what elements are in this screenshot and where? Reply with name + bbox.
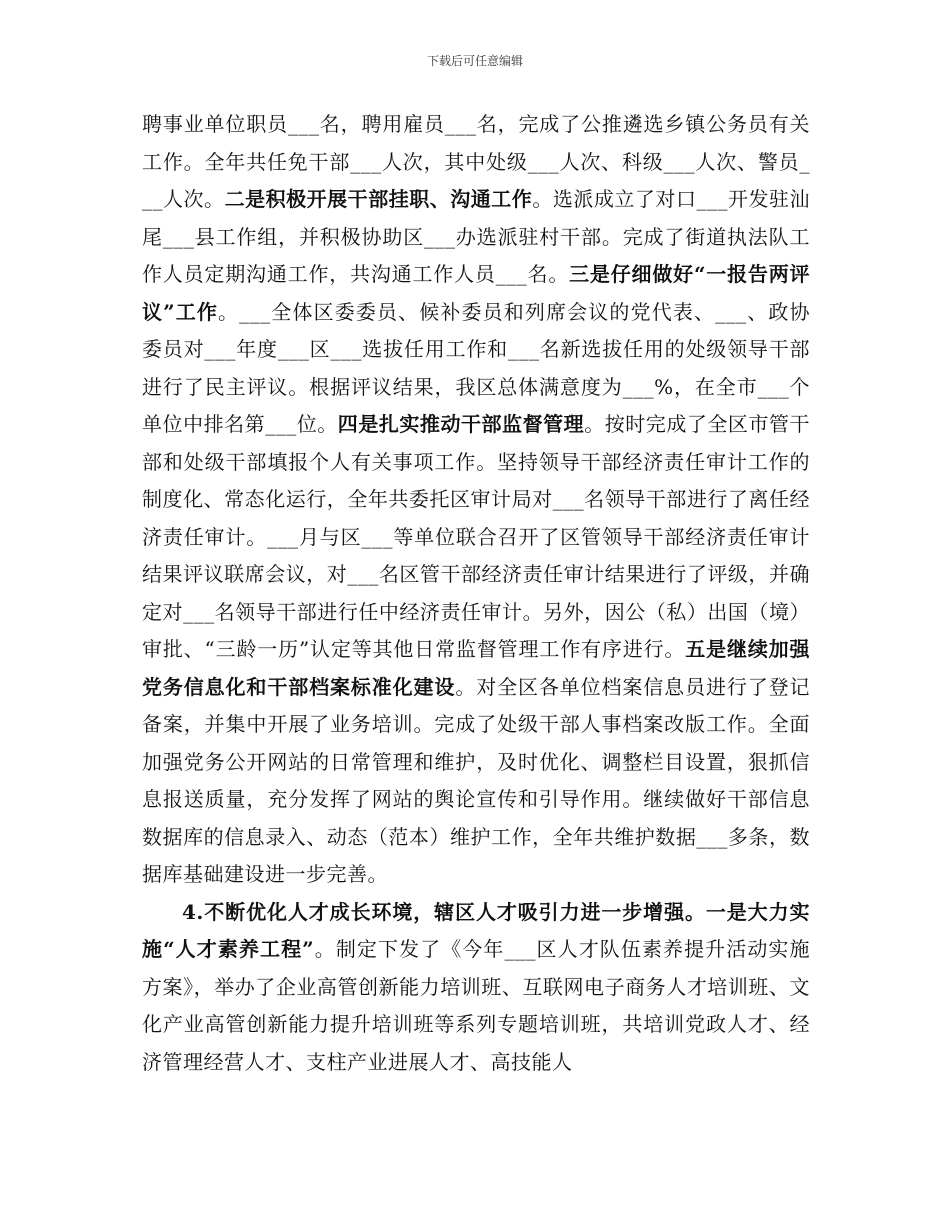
paragraph-cadre-work [142,106,810,894]
paragraph-text: 。___全体区委委员、候补委员和列席会议的党代表、___、政协委员对___年度___区___选拔任用工作和___名新选拔任用的处级领导干部进行了民主评议。根据评议结果，我区总体满意度为___%，在全市___个单位中排名第___位。 [142,299,810,436]
page-header: 下载后可任意编辑 [426,54,523,68]
bold-heading-supervision: 四是扎实推动干部监督管理 [337,412,585,436]
paragraph-text: 。按时完成了全区市管干部和处级干部填报个人有关事项工作。坚持领导干部经济责任审计工作的制度化、常态化运行，全年共委托区审计局对___名领导干部进行了离任经济责任审计。___月与区___等单位联合召开了区管领导干部经济责任审计结果评议联席会议，对___名区管干部经济责任审计结果进行了评级，并确定对___名领导干部进行任中经济责任审计。另外，因公（私）出国（境）审批、“三龄一历”认定等其他日常监督管理工作有序进行。 [142,412,811,661]
paragraph-text: 。选派成立了对口___开发驻汕尾___县工作组，并积极协助区___办选派驻村干部。完成了街道执法队工作人员定期沟通工作，共沟通工作人员___名。 [142,187,811,286]
paragraph-text: 。对全区各单位档案信息员进行了登记备案，并集中开展了业务培训。完成了处级干部人事档案改版工作。全面加强党务公开网站的日常管理和维护，及时优化、调整栏目设置，狠抓信息报送质量，充分发挥了网站的舆论宣传和引导作用。继续做好干部信息数据库的信息录入、动态（范本）维护工作，全年共维护数据___多条，数据库基础建设进一步完善。 [142,674,811,886]
bold-heading-talent: 4.不断优化人才成长环境，辖区人才吸引力进一步增强。一是大力实施“人才素养工程” [142,899,810,961]
bold-heading-informatization: 五是继续加强党务信息化和干部档案标准化建设 [142,637,811,699]
paragraph-text: 聘事业单位职员___名，聘用雇员___名，完成了公推遴选乡镇公务员有关工作。全年共任免干部___人次，其中处级___人次、科级___人次、警员___人次。 [142,112,810,211]
paragraph-talent [142,894,810,1082]
bold-heading-secondment: 二是积极开展干部挂职、沟通工作 [224,187,533,211]
paragraph-text: 。制定下发了《今年___区人才队伍素养提升活动实施方案》，举办了企业高管创新能力培训班、互联网电子商务人才培训班、文化产业高管创新能力提升培训班等系列专题培训班，共培训党政人才、经济管理经营人才、支柱产业进展人才、高技能人 [142,937,810,1074]
document-body [142,106,810,1081]
bold-heading-review: 三是仔细做好“一报告两评议”工作 [142,262,810,324]
